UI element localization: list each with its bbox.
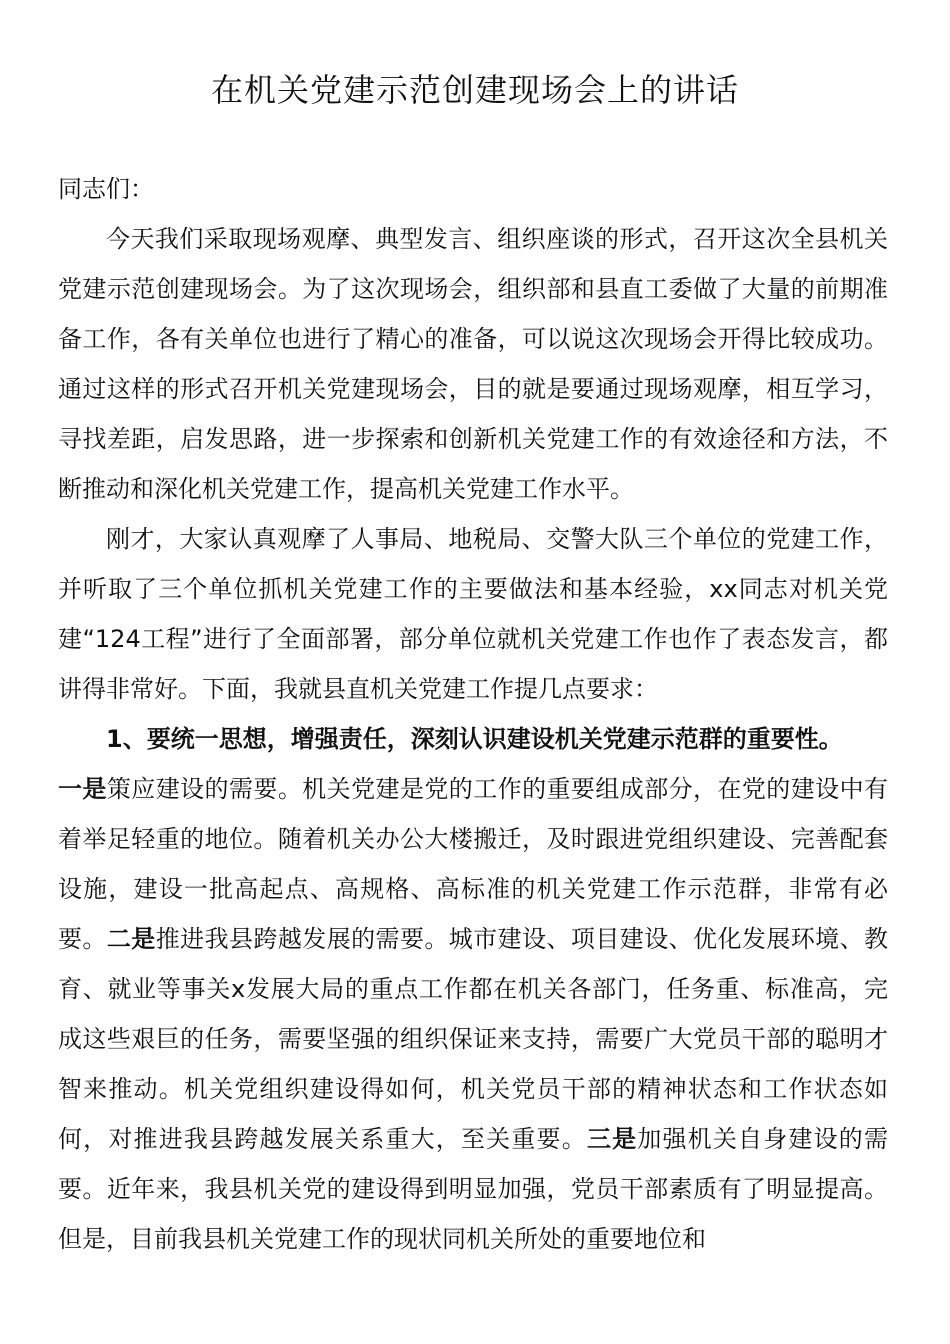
paragraph-1: 今天我们采取现场观摩、典型发言、组织座谈的形式，召开这次全县机关党建示范创建现场会。为了这次现场会，组织部和县直工委做了大量的前期准备工作，各有关单位也进行了精心的准备，可以说这次现场会开得比较成功。通过这样的形式召开机关党建现场会，目的就是要通过现场观摩，相互学习，寻找差距，启发思路，进一步探索和创新机关党建工作的有效途径和方法，不断推动和深化机关党建工作，提高机关党建工作水平。: [58, 225, 888, 503]
point-2-label: 二是: [106, 925, 156, 953]
point-1-text: 策应建设的需要。机关党建是党的工作的重要组成部分，在党的建设中有着举足轻重的地位。随着机关办公大楼搬迁，及时跟进党组织建设、完善配套设施，建设一批高起点、高规格、高标准的机关党建工作示范群，非常有必要。: [58, 775, 889, 953]
point-1-label: 一是: [58, 775, 107, 803]
salutation: 同志们：: [58, 175, 154, 203]
document-body: [58, 164, 888, 1264]
section-heading-1: 1、要统一思想，增强责任，深刻认识建设机关党建示范群的重要性。: [106, 725, 843, 753]
point-3-label: 三是: [586, 1125, 638, 1153]
document-title: 在机关党建示范创建现场会上的讲话: [210, 71, 739, 109]
paragraph-3: [58, 764, 888, 1264]
point-2-text: 推进我县跨越发展的需要。城市建设、项目建设、优化发展环境、教育、就业等事关x发展大局的重点工作都在机关各部门，任务重、标准高，完成这些艰巨的任务，需要坚强的组织保证来支持，需要广大党员干部的聪明才智来推动。机关党组织建设得如何，机关党员干部的精神状态和工作状态如何，对推进我县跨越发展关系重大，至关重要。: [58, 925, 889, 1153]
paragraph-2: 刚才，大家认真观摩了人事局、地税局、交警大队三个单位的党建工作，并听取了三个单位抓机关党建工作的主要做法和基本经验，xx同志对机关党建“124工程”进行了全面部署，部分单位就机关党建工作也作了表态发言，都讲得非常好。下面，我就县直机关党建工作提几点要求：: [58, 525, 888, 703]
point-3-text: 加强机关自身建设的需要。近年来，我县机关党的建设得到明显加强，党员干部素质有了明显提高。但是，目前我县机关党建工作的现状同机关所处的重要地位和: [58, 1125, 888, 1253]
